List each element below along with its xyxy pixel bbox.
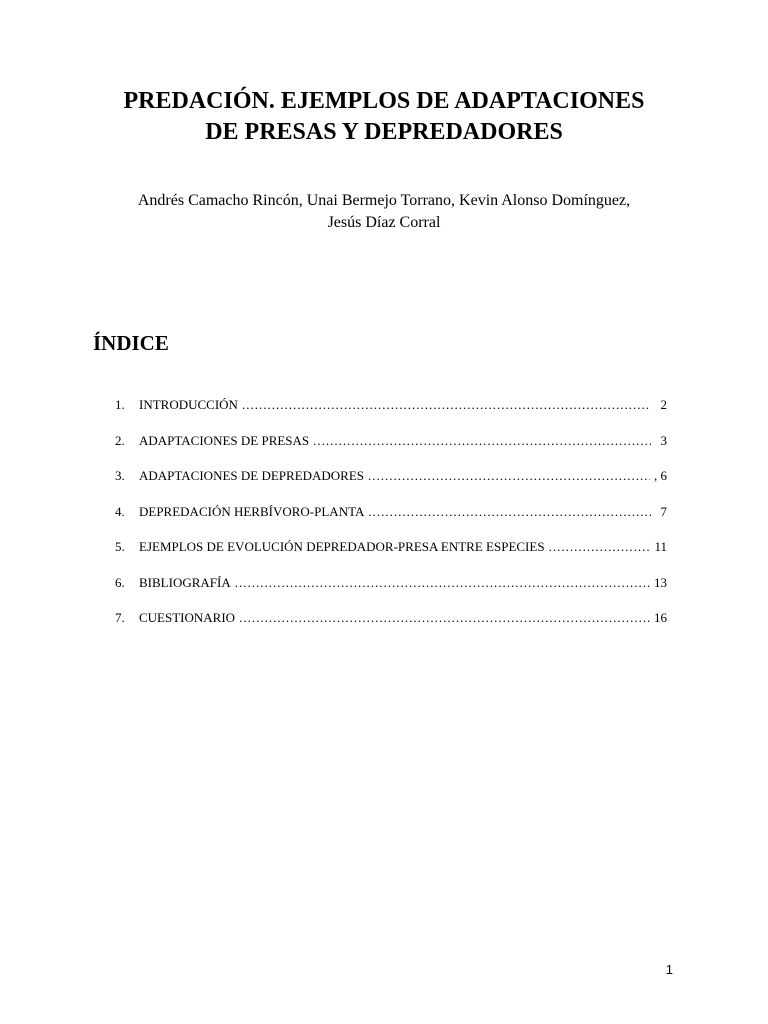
toc-item-depredacion-herbivoro-planta[interactable]	[115, 502, 667, 538]
document-title	[0, 86, 768, 148]
title-line-1: PREDACIÓN. EJEMPLOS DE ADAPTACIONES	[123, 88, 645, 114]
toc-item-page: 16	[654, 610, 667, 625]
toc-item-label: CUESTIONARIO	[139, 610, 236, 625]
toc-dot-leader	[235, 573, 650, 593]
toc-item-number: 1.	[115, 397, 125, 412]
toc-dot-leader	[368, 466, 650, 486]
toc-item-number: 7.	[115, 610, 125, 625]
toc-item-page: 11	[654, 539, 667, 554]
toc-item-label: DEPREDACIÓN HERBÍVORO-PLANTA	[139, 503, 365, 519]
toc-item-label: BIBLIOGRAFÍA	[139, 574, 231, 590]
toc-item-page: 2	[660, 397, 667, 412]
toc-item-ejemplos-evolucion[interactable]	[115, 537, 667, 573]
toc-item-adaptaciones-presas[interactable]	[115, 431, 667, 467]
toc-dot-leader	[239, 608, 650, 628]
toc-item-bibliografia[interactable]	[115, 573, 667, 609]
authors-line-2: Jesús Díaz Corral	[327, 214, 441, 231]
toc-item-number: 4.	[115, 503, 125, 519]
toc-item-label: INTRODUCCIÓN	[139, 397, 238, 412]
toc-item-cuestionario[interactable]	[115, 608, 667, 644]
toc-item-introduccion[interactable]	[115, 395, 667, 431]
toc-item-page: 13	[654, 574, 667, 590]
index-heading: ÍNDICE	[93, 331, 169, 355]
toc-dot-leader	[368, 502, 651, 522]
title-line-2: DE PRESAS Y DEPREDADORES	[205, 119, 563, 145]
toc-item-number: 6.	[115, 574, 125, 590]
toc-item-number: 5.	[115, 539, 125, 554]
toc-item-adaptaciones-depredadores[interactable]	[115, 466, 667, 502]
toc-item-label: ADAPTACIONES DE PRESAS	[139, 432, 310, 448]
toc-item-page: 7	[660, 503, 667, 519]
toc-item-label: ADAPTACIONES DE DEPREDADORES	[139, 468, 365, 483]
toc-dot-leader	[242, 395, 651, 415]
toc-item-page: 3	[660, 432, 667, 448]
authors-line-1: Andrés Camacho Rincón, Unai Bermejo Torrano, Kevin Alonso Domínguez,	[137, 192, 631, 209]
toc-item-number: 2.	[115, 432, 125, 448]
toc-dot-leader	[313, 431, 651, 451]
toc-dot-leader	[549, 537, 651, 557]
page-number: 1	[665, 962, 673, 977]
toc-item-number: 3.	[115, 468, 125, 483]
table-of-contents	[115, 395, 667, 644]
toc-item-page: , 6	[654, 468, 667, 483]
toc-item-label: EJEMPLOS DE EVOLUCIÓN DEPREDADOR-PRESA ENTRE ESPECIES	[139, 539, 545, 554]
authors	[0, 190, 768, 234]
